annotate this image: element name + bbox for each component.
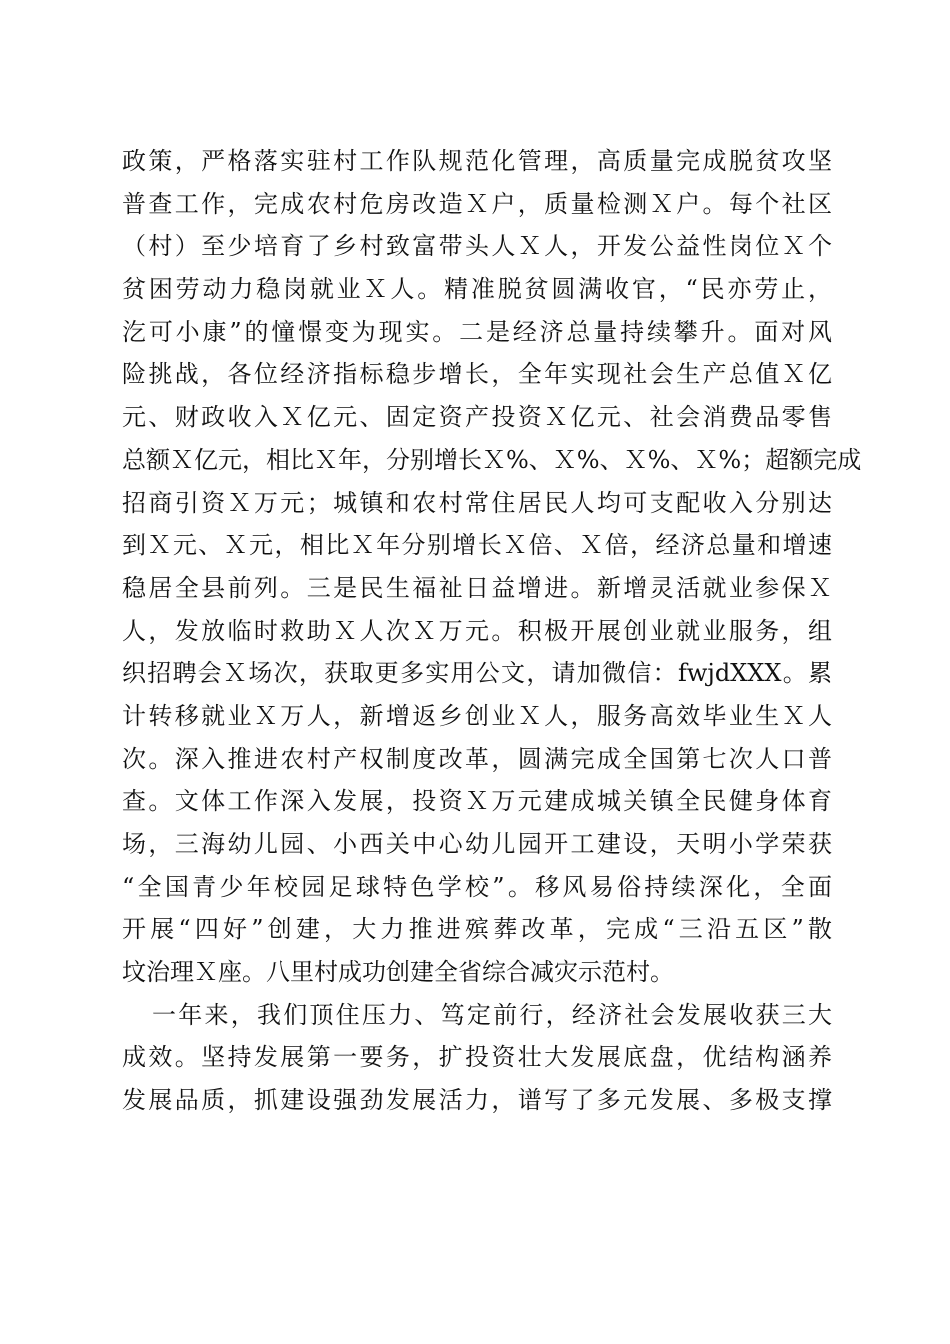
- text-line: “全国青少年校园足球特色学校”。移风易俗持续深化，全面: [122, 872, 832, 901]
- text-line: 计转移就业Ｘ万人，新增返乡创业Ｘ人，服务高效毕业生Ｘ人: [122, 701, 832, 730]
- body-text: [122, 140, 862, 1122]
- text-line: 开展“四好”创建，大力推进殡葬改革，完成“三沿五区”散: [122, 915, 832, 944]
- text-line: 险挑战，各位经济指标稳步增长，全年实现社会生产总值Ｘ亿: [122, 360, 832, 389]
- text-line: 总额Ｘ亿元，相比Ｘ年，分别增长Ｘ%、Ｘ%、Ｘ%、Ｘ%；超额完成: [122, 445, 862, 474]
- text-line: 一年来，我们顶住压力、笃定前行，经济社会发展收获三大: [152, 1000, 832, 1029]
- text-line: 次。深入推进农村产权制度改革，圆满完成全国第七次人口普: [122, 744, 832, 773]
- text-line: 到Ｘ元、Ｘ元，相比Ｘ年分别增长Ｘ倍、Ｘ倍，经济总量和增速: [122, 531, 832, 560]
- text-line: 成效。坚持发展第一要务，扩投资壮大发展底盘，优结构涵养: [122, 1043, 832, 1072]
- text-line: 织招聘会Ｘ场次，获取更多实用公文，请加微信：fwjdXXX。累: [122, 659, 832, 688]
- text-line: 发展品质，抓建设强劲发展活力，谱写了多元发展、多极支撑: [122, 1086, 832, 1115]
- text-line: 场，三海幼儿园、小西关中心幼儿园开工建设，天明小学荣获: [122, 830, 832, 858]
- text-line: 汔可小康”的憧憬变为现实。二是经济总量持续攀升。面对风: [122, 317, 832, 346]
- text-line: 稳居全县前列。三是民生福祉日益增进。新增灵活就业参保Ｘ: [122, 573, 832, 602]
- text-line: 查。文体工作深入发展，投资Ｘ万元建成城关镇全民健身体育: [122, 787, 832, 816]
- paragraph-1: [122, 140, 862, 994]
- paragraph-2: [122, 994, 832, 1122]
- text-line: （村）至少培育了乡村致富带头人Ｘ人，开发公益性岗位Ｘ个: [122, 232, 832, 261]
- text-line: 坟治理Ｘ座。八里村成功创建全省综合减灾示范村。: [122, 958, 674, 987]
- text-line: 招商引资Ｘ万元；城镇和农村常住居民人均可支配收入分别达: [122, 488, 832, 517]
- text-line: 普查工作，完成农村危房改造Ｘ户，质量检测Ｘ户。每个社区: [122, 189, 832, 218]
- text-line: 人，发放临时救助Ｘ人次Ｘ万元。积极开展创业就业服务，组: [122, 616, 832, 645]
- text-line: 元、财政收入Ｘ亿元、固定资产投资Ｘ亿元、社会消费品零售: [122, 403, 832, 432]
- text-line: 政策，严格落实驻村工作队规范化管理，高质量完成脱贫攻坚: [122, 147, 832, 175]
- text-line: 贫困劳动力稳岗就业Ｘ人。精准脱贫圆满收官，“民亦劳止，: [122, 275, 832, 304]
